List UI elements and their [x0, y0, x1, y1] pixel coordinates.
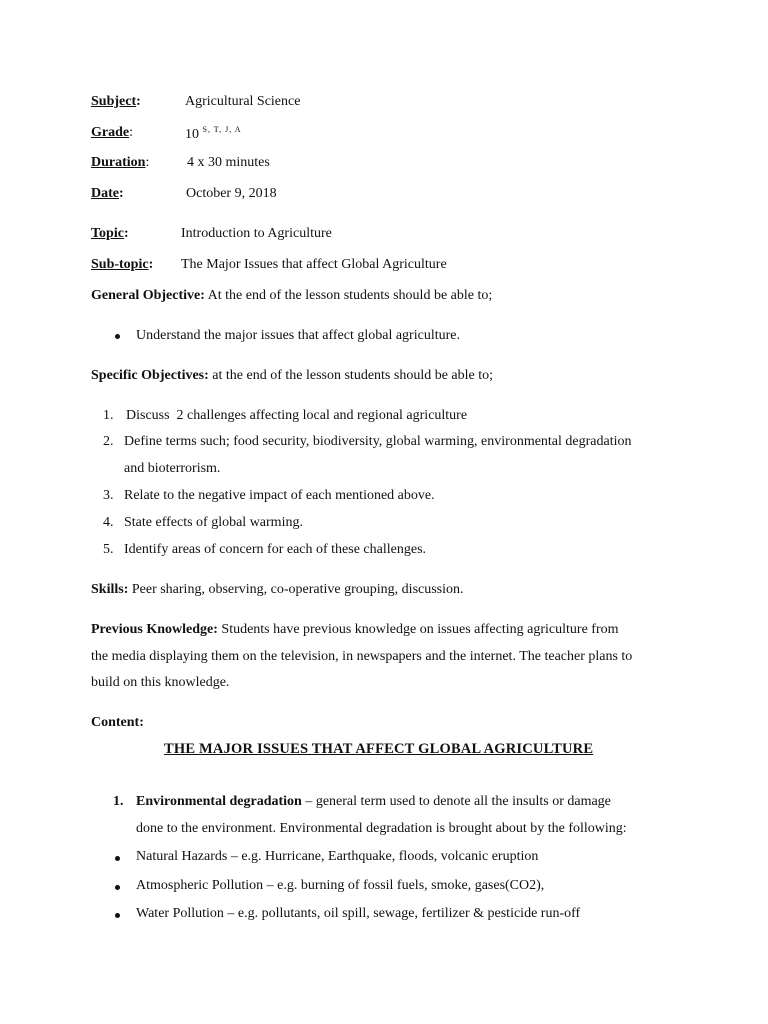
- specific-objectives-label: Specific Objectives:: [91, 368, 209, 383]
- subject-label-text: Subject: [91, 94, 137, 109]
- duration-label-text: Duration: [91, 155, 146, 170]
- date-value: October 9, 2018: [186, 186, 277, 201]
- content-item: [136, 794, 611, 810]
- content-item-term: Environmental degradation: [136, 794, 302, 809]
- date-label-text: Date: [91, 186, 119, 201]
- subtopic-value: The Major Issues that affect Global Agriculture: [181, 257, 447, 272]
- content-item-number: 1.: [113, 794, 124, 809]
- skills-label: Skills:: [91, 582, 129, 597]
- date-label: Date:: [91, 186, 124, 201]
- subject-label: Subject:: [91, 94, 141, 109]
- skills-text: Peer sharing, observing, co-operative grouping, discussion.: [131, 582, 464, 597]
- content-bullet: Natural Hazards – e.g. Hurricane, Earthquake, floods, volcanic eruption: [136, 849, 539, 864]
- objective-item: Define terms such; food security, biodiversity, global warming, environmental degradation: [124, 434, 632, 449]
- bullet-icon: [115, 334, 120, 339]
- content-bullet: Atmospheric Pollution – e.g. burning of fossil fuels, smoke, gases(CO2),: [136, 878, 545, 893]
- content-label: Content:: [91, 715, 144, 730]
- specific-objectives: [91, 368, 493, 384]
- previous-knowledge-line: the media displaying them on the television, in newspapers and the internet. The teacher plans to: [91, 649, 633, 664]
- topic-label: Topic:: [91, 226, 129, 241]
- bullet-icon: [115, 856, 120, 861]
- skills: [91, 582, 464, 598]
- subject-value: Agricultural Science: [185, 94, 301, 109]
- previous-knowledge-line: build on this knowledge.: [91, 675, 230, 690]
- objective-item: Relate to the negative impact of each mentioned above.: [124, 488, 435, 503]
- previous-knowledge: [91, 622, 619, 638]
- topic-label-text: Topic: [91, 226, 124, 241]
- content-title: THE MAJOR ISSUES THAT AFFECT GLOBAL AGRICULTURE: [164, 741, 594, 757]
- general-objective-bullet: Understand the major issues that affect global agriculture.: [136, 328, 460, 343]
- content-item-continued: done to the environment. Environmental degradation is brought about by the following:: [136, 821, 627, 836]
- grade-number: 10: [185, 127, 199, 142]
- content-item-definition: – general term used to denote all the insults or damage: [305, 794, 611, 809]
- topic-value: Introduction to Agriculture: [181, 226, 332, 241]
- objective-item: Discuss 2 challenges affecting local and regional agriculture: [126, 408, 468, 423]
- grade-label-text: Grade: [91, 125, 130, 140]
- objective-item: State effects of global warming.: [124, 515, 303, 530]
- general-objective-text: At the end of the lesson students should be able to;: [207, 288, 493, 303]
- objective-number: 3.: [103, 488, 114, 503]
- bullet-icon: [115, 913, 120, 918]
- grade-streams: S, T, J, A: [202, 125, 242, 134]
- general-objective-label: General Objective:: [91, 288, 205, 303]
- grade-label: Grade:: [91, 125, 133, 140]
- objective-item: Identify areas of concern for each of these challenges.: [124, 542, 427, 557]
- content-bullet: Water Pollution – e.g. pollutants, oil spill, sewage, fertilizer & pesticide run-off: [136, 906, 581, 921]
- objective-number: 2.: [103, 434, 114, 449]
- subtopic-label-text: Sub-topic: [91, 257, 149, 272]
- general-objective: [91, 288, 492, 304]
- duration-value: 4 x 30 minutes: [187, 155, 270, 170]
- objective-number: 4.: [103, 515, 114, 530]
- specific-objectives-text: at the end of the lesson students should be able to;: [212, 368, 494, 383]
- duration-label: Duration:: [91, 155, 150, 170]
- grade-value: [185, 125, 242, 143]
- objective-number: 5.: [103, 542, 114, 557]
- objective-item-continued: and bioterrorism.: [124, 461, 221, 476]
- previous-knowledge-text: Students have previous knowledge on issues affecting agriculture from: [221, 622, 619, 637]
- previous-knowledge-label: Previous Knowledge:: [91, 622, 218, 637]
- bullet-icon: [115, 885, 120, 890]
- objective-number: 1.: [103, 408, 114, 423]
- subtopic-label: Sub-topic:: [91, 257, 154, 272]
